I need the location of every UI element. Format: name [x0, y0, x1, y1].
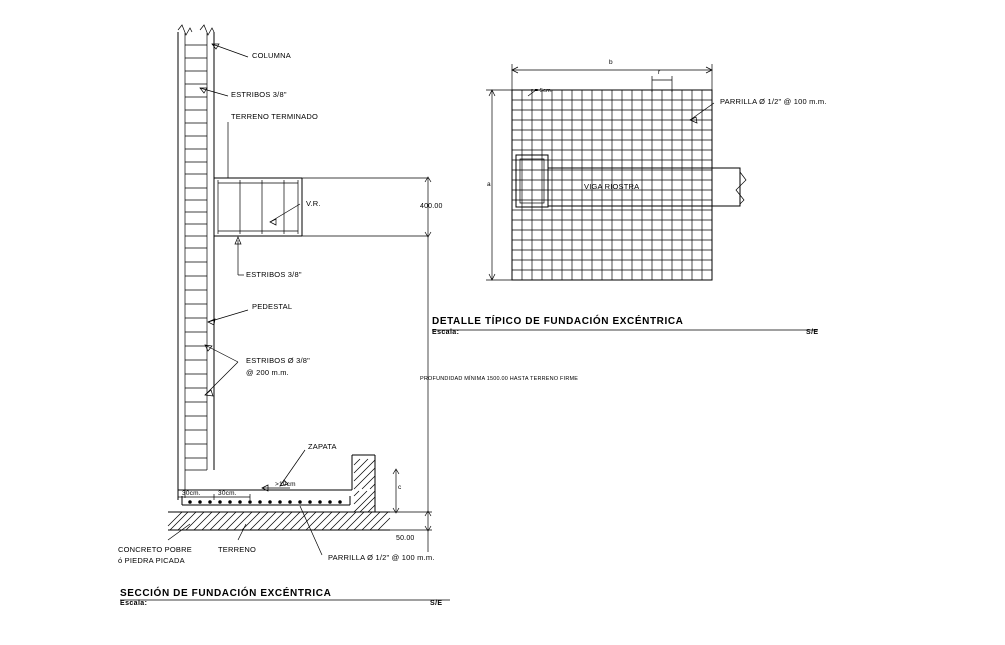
label-espesor-c: c [398, 484, 402, 491]
label-columna: COLUMNA [252, 51, 291, 60]
right-view-scale-label: Escala: [432, 329, 460, 336]
label-recubrimiento-zapata: >10cm [275, 481, 296, 488]
dimension-b: b [609, 59, 613, 66]
label-recubrimiento-r: r = 5cm. [531, 88, 553, 94]
label-ancho-izquierdo: 30cm. [182, 490, 201, 497]
dimension-espesor-zapata: 50.00 [396, 535, 415, 542]
label-terreno-terminado: TERRENO TERMINADO [231, 112, 319, 121]
left-view-scale-value: S/E [430, 600, 443, 607]
label-zapata: ZAPATA [308, 442, 337, 451]
label-terreno: TERRENO [218, 545, 257, 554]
dimension-altura-pedestal: 400.00 [420, 203, 443, 210]
label-estribos-columna: ESTRIBOS 3/8" [231, 90, 287, 99]
label-concreto-pobre: CONCRETO POBRE [118, 545, 192, 554]
label-pedestal: PEDESTAL [252, 302, 293, 311]
dimension-a: a [487, 181, 491, 188]
right-view-scale-value: S/E [806, 329, 819, 336]
left-view-title: SECCIÓN DE FUNDACIÓN EXCÉNTRICA [120, 588, 332, 599]
label-estribos-pedestal: ESTRIBOS Ø 3/8" [246, 356, 311, 365]
left-view-scale-label: Escala: [120, 600, 148, 607]
dimension-r: r [658, 69, 661, 76]
label-viga-riostra: VIGA RIOSTRA [584, 182, 640, 191]
label-vr: V.R. [306, 199, 321, 208]
label-estribos-vr: ESTRIBOS 3/8" [246, 270, 302, 279]
label-ancho-derecho: 30cm. [218, 490, 237, 497]
label-piedra-picada: ó PIEDRA PICADA [118, 556, 185, 565]
label-parrilla-seccion: PARRILLA Ø 1/2" @ 100 m.m. [328, 553, 435, 562]
label-parrilla-planta: PARRILLA Ø 1/2" @ 100 m.m. [720, 97, 827, 106]
label-estribos-pedestal-sep: @ 200 m.m. [246, 368, 289, 377]
note-profundidad-minima: PROFUNDIDAD MÍNIMA 1500.00 HASTA TERRENO FIRME [420, 376, 579, 382]
right-view-title: DETALLE TÍPICO DE FUNDACIÓN EXCÉNTRICA [432, 316, 684, 327]
